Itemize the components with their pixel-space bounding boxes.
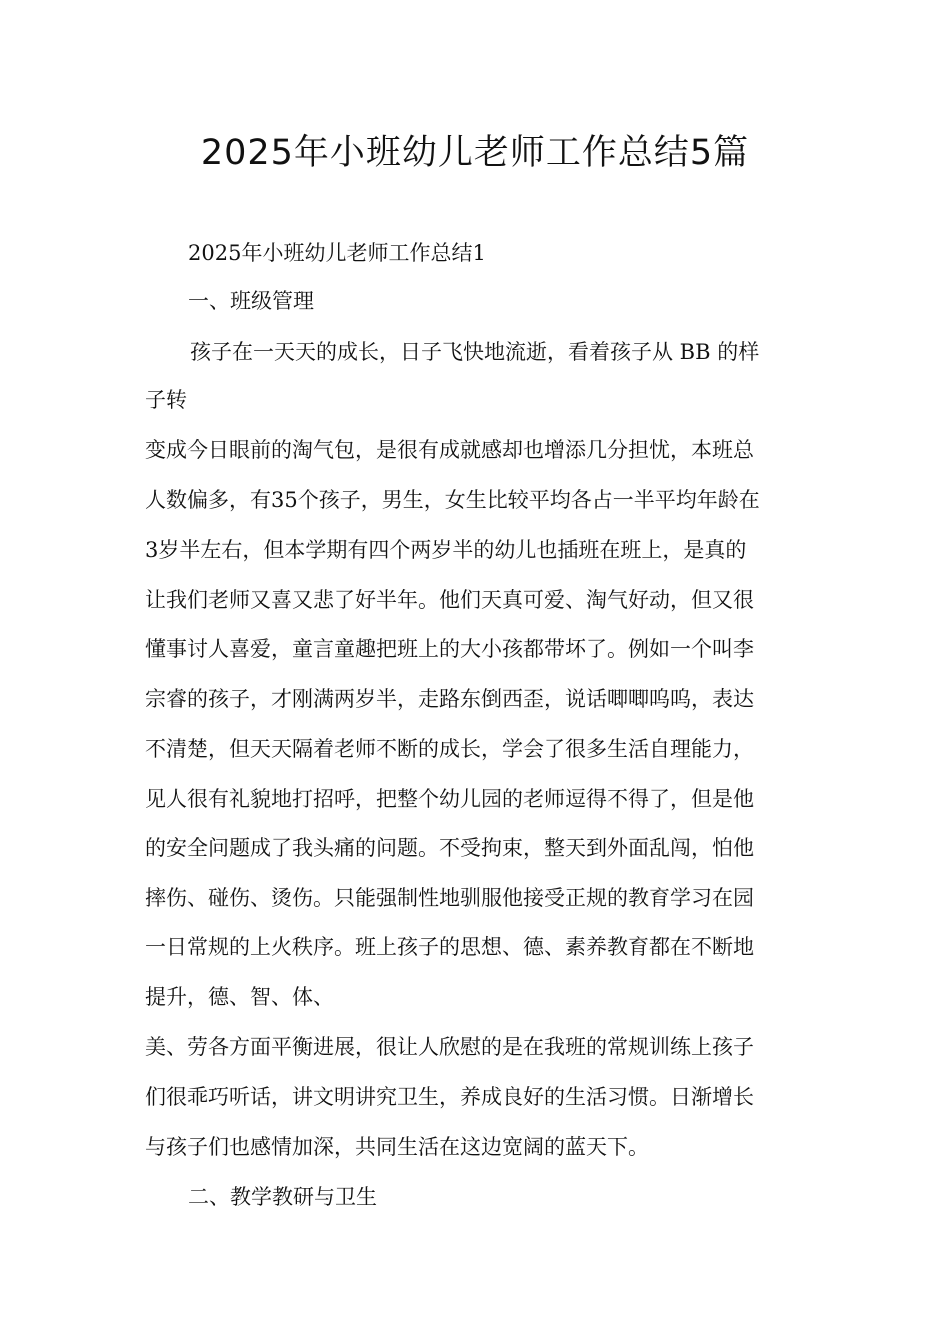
paragraph-line: 子转 [145,388,187,412]
paragraph-line: 人数偏多，有35个孩子，男生，女生比较平均各占一半平均年龄在 [145,488,760,512]
paragraph-line: 美、劳各方面平衡进展，很让人欣慰的是在我班的常规训练上孩子 [145,1035,754,1059]
paragraph-line: 提升，德、智、体、 [145,985,334,1009]
paragraph-line: 们很乖巧听话，讲文明讲究卫生，养成良好的生活习惯。日渐增长 [145,1085,754,1109]
paragraph-line: 的安全问题成了我头痛的问题。不受拘束，整天到外面乱闯，怕他 [145,836,754,860]
subtitle: 2025年小班幼儿老师工作总结1 [188,241,486,265]
paragraph-line: 不清楚，但天天隔着老师不断的成长，学会了很多生活自理能力， [145,737,754,761]
paragraph-line: 懂事讨人喜爱，童言童趣把班上的大小孩都带坏了。例如一个叫李 [145,637,754,661]
section-heading-teaching-research-hygiene: 二、教学教研与卫生 [188,1185,377,1209]
paragraph-line: 一日常规的上火秩序。班上孩子的思想、德、素养教育都在不断地 [145,935,754,959]
document-title: 2025年小班幼儿老师工作总结5篇 [200,133,750,173]
paragraph-line: 摔伤、碰伤、烫伤。只能强制性地驯服他接受正规的教育学习在园 [145,886,754,910]
paragraph-line: 与孩子们也感情加深，共同生活在这边宽阔的蓝天下。 [145,1135,649,1159]
paragraph-line: 3岁半左右，但本学期有四个两岁半的幼儿也插班在班上，是真的 [145,538,747,562]
paragraph-line: 变成今日眼前的淘气包，是很有成就感却也增添几分担忧，本班总 [145,438,754,462]
paragraph-line: 宗睿的孩子，才刚满两岁半，走路东倒西歪，说话唧唧呜呜，表达 [145,687,754,711]
section-heading-class-management: 一、班级管理 [188,289,314,313]
paragraph-line: 孩子在一天天的成长，日子飞快地流逝，看着孩子从 BB 的样 [190,340,760,364]
paragraph-line: 让我们老师又喜又悲了好半年。他们天真可爱、淘气好动，但又很 [145,588,754,612]
paragraph-line: 见人很有礼貌地打招呼，把整个幼儿园的老师逗得不得了，但是他 [145,787,754,811]
